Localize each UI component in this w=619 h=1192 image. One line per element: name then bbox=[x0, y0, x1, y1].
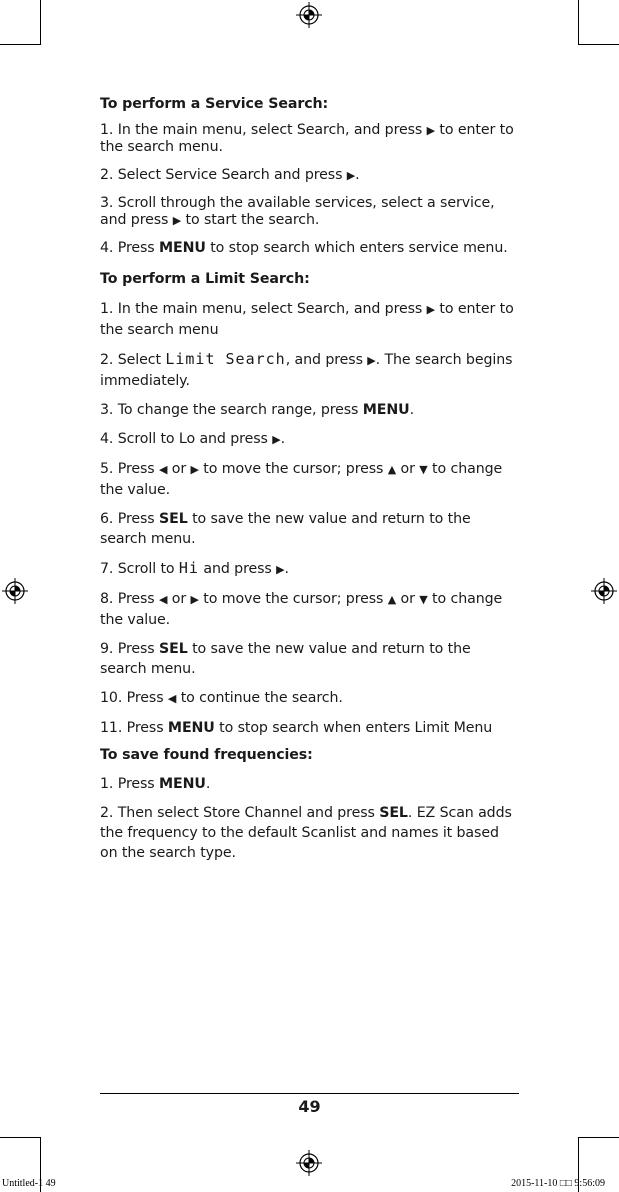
right-arrow-icon: ▶ bbox=[346, 169, 356, 182]
limit-step-6: 6. Press SEL to save the new value and return to the search menu. bbox=[100, 511, 471, 547]
limit-step-4: 4. Scroll to Lo and press ▶. bbox=[100, 429, 520, 450]
right-arrow-icon: ▶ bbox=[172, 214, 182, 227]
registration-mark-icon bbox=[589, 576, 619, 606]
left-arrow-icon: ◀ bbox=[159, 593, 168, 606]
left-arrow-icon: ◀ bbox=[167, 692, 177, 705]
up-arrow-icon: ▲ bbox=[387, 463, 397, 476]
limit-step-2: 2. Select Limit Search, and press ▶. The search begins immediately. bbox=[100, 350, 513, 389]
sel-key-label: SEL bbox=[379, 805, 408, 821]
limit-step-1: 1. In the main menu, select Search, and press ▶ to enter to the search menu bbox=[100, 301, 514, 338]
crop-mark bbox=[578, 0, 579, 45]
sel-key-label: SEL bbox=[159, 641, 188, 657]
right-arrow-icon: ▶ bbox=[272, 433, 281, 446]
limit-step-11: 11. Press MENU to stop search when enters Limit Menu bbox=[100, 720, 493, 736]
limit-step-10: 10. Press ◀ to continue the search. bbox=[100, 688, 520, 709]
right-arrow-icon: ▶ bbox=[276, 563, 285, 576]
limit-step-8: 8. Press ◀ or ▶ to move the cursor; press ▲ or ▼ to change the value. bbox=[100, 591, 503, 628]
display-text-limit-search: Limit Search bbox=[165, 350, 286, 368]
right-arrow-icon: ▶ bbox=[190, 463, 199, 476]
limit-step-3: 3. To change the search range, press MENU. bbox=[100, 402, 414, 418]
crop-mark bbox=[0, 1137, 40, 1138]
right-arrow-icon: ▶ bbox=[367, 354, 376, 367]
section-heading-service-search: To perform a Service Search: bbox=[100, 96, 329, 112]
page-number: 49 bbox=[298, 1097, 321, 1116]
service-step-2: 2. Select Service Search and press ▶. bbox=[100, 167, 360, 183]
display-text-hi: Hi bbox=[178, 559, 199, 577]
service-step-3: 3. Scroll through the available services, select a service, and press ▶ to start the search. bbox=[100, 195, 495, 228]
menu-key-label: MENU bbox=[362, 402, 410, 418]
save-step-1: 1. Press MENU. bbox=[100, 776, 211, 792]
section-heading-limit-search: To perform a Limit Search: bbox=[100, 271, 310, 287]
crop-mark bbox=[0, 44, 40, 45]
up-arrow-icon: ▲ bbox=[387, 593, 397, 606]
print-slug-left: Untitled-1 49 bbox=[2, 1178, 56, 1189]
menu-key-label: MENU bbox=[167, 720, 215, 736]
crop-mark bbox=[579, 1137, 619, 1138]
menu-key-label: MENU bbox=[159, 776, 206, 792]
crop-mark bbox=[40, 0, 41, 45]
service-step-4: 4. Press MENU to stop search which enters service menu. bbox=[100, 240, 508, 256]
right-arrow-icon: ▶ bbox=[426, 124, 435, 137]
limit-step-9: 9. Press SEL to save the new value and return to the search menu. bbox=[100, 641, 471, 677]
footer-rule bbox=[100, 1093, 519, 1094]
service-step-1: 1. In the main menu, select Search, and press ▶ to enter to the search menu. bbox=[100, 122, 514, 155]
registration-mark-icon bbox=[294, 1148, 324, 1178]
limit-step-5: 5. Press ◀ or ▶ to move the cursor; press ▲ or ▼ to change the value. bbox=[100, 461, 503, 498]
menu-key-label: MENU bbox=[159, 240, 206, 256]
down-arrow-icon: ▼ bbox=[419, 463, 428, 476]
left-arrow-icon: ◀ bbox=[159, 463, 168, 476]
registration-mark-icon bbox=[0, 576, 30, 606]
registration-mark-icon bbox=[294, 0, 324, 30]
down-arrow-icon: ▼ bbox=[419, 593, 428, 606]
print-slug-right: 2015-11-10 □□ 9:56:09 bbox=[511, 1178, 605, 1189]
sel-key-label: SEL bbox=[159, 511, 188, 527]
section-heading-save-frequencies: To save found frequencies: bbox=[100, 747, 313, 763]
crop-mark bbox=[579, 44, 619, 45]
right-arrow-icon: ▶ bbox=[426, 303, 435, 316]
manual-body bbox=[100, 96, 520, 872]
save-step-2: 2. Then select Store Channel and press SEL. EZ Scan adds the frequency to the default Scanlist and names it based on the search type. bbox=[100, 805, 512, 861]
limit-step-7: 7. Scroll to Hi and press ▶. bbox=[100, 558, 520, 580]
right-arrow-icon: ▶ bbox=[190, 593, 199, 606]
